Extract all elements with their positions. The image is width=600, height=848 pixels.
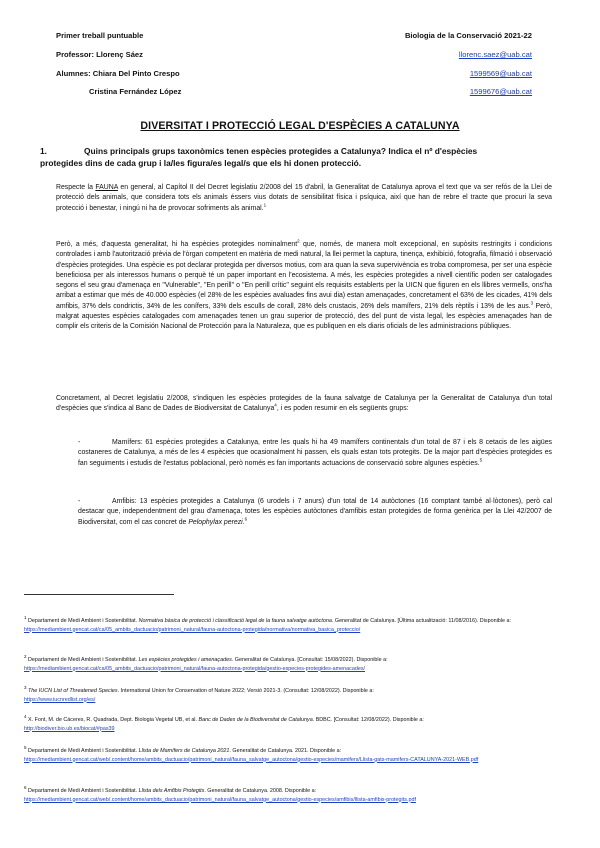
footnote-text: . Generalitat de Catalunya. 2008. Disponible a: (204, 788, 317, 794)
p1-text-a: Respecte la (56, 184, 96, 191)
question-number: 1. (40, 146, 47, 156)
footnote-text: Departament de Medi Ambient i Sostenibilitat. (26, 657, 139, 663)
p1-fauna-keyword: FAUNA (95, 184, 118, 191)
email-link-student-1[interactable]: 1599569@uab.cat (469, 69, 532, 78)
email-link-student-2[interactable]: 1599676@uab.cat (469, 87, 532, 96)
footnote-text: Departament de Medi Ambient i Sostenibilitat. (26, 618, 139, 624)
question-line-1: Quins principals grups taxonòmics tenen espècies protegides a Catalunya? Indica el nº d'espècies (84, 146, 478, 156)
header-course: Biologia de la Conservació 2021-22 (404, 31, 532, 40)
footnote-link[interactable]: https://mediambient.gencat.cat/web/.content/home/ambits_dactuacio/patrimoni_natural/fauna_salvatge_autoctona/gestio-especies/amfibis/llista-amfibis-protegits.pdf (24, 796, 416, 803)
list-item-mammals (78, 438, 552, 469)
footnote-3 (24, 687, 584, 704)
header-professor: Professor: Llorenç Sáez (56, 50, 143, 59)
footnote-text: . Generalitat de Catalunya. [Última actualització: 11/08/2016). Disponible a: (331, 618, 511, 624)
footnote-text: Departament de Medi Ambient i Sostenibilitat. (26, 748, 139, 754)
bullet-dash: - (78, 498, 81, 505)
footnote-divider (24, 594, 174, 595)
footnote-link[interactable]: https://www.iucnredlist.org/es/ (24, 696, 96, 703)
footnote-title: Llista dels Amfibis Protegits (138, 788, 205, 794)
footnote-number: 3 (24, 685, 27, 691)
p3-text-b: , i es poden resumir en els següents grups: (276, 405, 409, 413)
footnote-title: Les espècies protegides i amenaçades (138, 657, 232, 663)
footnote-title: Normativa bàsica de protecció i classificació legal de la fauna salvatge autòctona (138, 618, 332, 624)
footnote-6 (24, 787, 584, 804)
footnote-number: 6 (24, 785, 27, 791)
header-student-2: Cristina Fernández López (89, 87, 182, 96)
footnote-text: . BDBC. [Consultat: 12/08/2022). Disponible a: (312, 717, 424, 723)
p2-text-a: Però, a més, d'aquesta generalitat, hi ha espècies protegides nominalment (56, 241, 298, 248)
footnote-ref-5[interactable]: 5 (479, 457, 483, 463)
document-title: DIVERSITAT I PROTECCIÓ LEGAL D'ESPÈCIES A CATALUNYA (140, 120, 460, 132)
footnote-link[interactable]: http://biodiver.bio.ub.es/biocat/#pas39 (24, 725, 115, 732)
footnote-number: 2 (24, 654, 27, 660)
footnote-link[interactable]: https://mediambient.gencat.cat/ca/05_ambits_dactuacio/patrimoni_natural/fauna-autoctona-protegida/gestio-especies-protegides-amenacades/ (24, 665, 366, 672)
bullet-tail: . (242, 518, 245, 526)
paragraph-fauna (56, 183, 552, 214)
question-block (40, 145, 552, 169)
footnote-ref-4[interactable]: 4 (274, 403, 277, 408)
footnote-text: . International Union for Conservation of Nature 2022; Versió 2021-3. (Consultat: 12/08/2022). Disponible a: (117, 688, 374, 694)
footnote-ref-2[interactable]: 2 (297, 238, 300, 244)
footnote-text: X. Font, M. de Cáceres, R. Quadrada, Dept. Biologia Vegetal UB, et al. (26, 717, 199, 723)
list-item-amphibians (78, 497, 552, 528)
question-line-2: protegides dins de cada grup i la/les figura/es legal/s que els hi donen protecció. (40, 158, 362, 168)
bullet-text: Mamífers: 61 espècies protegides a Catalunya, entre les quals hi ha 49 mamífers continentals d'un total de 87 i els 8 cetacis de les aigües costaneres de Catalunya, a més de les 4 espècies que ocasionalment hi passen, els quals estan tots protegits. De la major part d'espècies protegides es fan seguiments i estudis de l'estatus poblacional, però només es fan importants actuacions de conservació sobre algunes espècies. (78, 439, 552, 467)
footnote-number: 5 (24, 745, 27, 751)
footnote-ref-6[interactable]: 6 (244, 516, 248, 522)
footnote-text: Departament de Medi Ambient i Sostenibilitat. (26, 788, 139, 794)
species-name: Pelophylax perezi (188, 518, 243, 526)
footnote-ref-3[interactable]: 3 (530, 300, 534, 306)
paragraph-decree (56, 394, 552, 415)
footnote-link[interactable]: https://mediambient.gencat.cat/web/.content/home/ambits_dactuacio/patrimoni_natural/fauna_salvatge_autoctona/gestio-especies/mamifers/Llista-gats-mamifers-CATALUNYA-2021-WEB.pdf (24, 756, 479, 763)
p2-text-c: Però, malgrat aquestes espècies catalogades com amenaçades tenen un grau superior de protecció, des del punt de vista legal, les espècies amenaçades han de complir els criteris de la Comisión Nacional de Protección para la Naturaleza, que es publiquen en els diaris oficials de les administracions públiques. (56, 302, 553, 331)
footnote-4 (24, 716, 584, 733)
footnote-1 (24, 617, 584, 634)
footnote-number: 1 (24, 615, 27, 621)
paragraph-protected-species (56, 240, 552, 333)
p1-text-b: en general, al Capítol II del Decret legislatiu 2/2008 del 15 d'abril, la Generalitat de Catalunya aprova el text que va ser refós de la Llei de protecció dels animals, que considera tots els animals éssers vius dotats de sensibilitat física i psíquica, així que han de rebre el tracte que procuri la seva protecció i benestar, i ningú ni ha de provocar sofriments als animal. (56, 184, 552, 212)
footnote-number: 4 (24, 714, 27, 720)
footnote-text: . Generalitat de Catalunya. [Consultat: 15/08/2022). Disponible a: (231, 657, 388, 663)
footnote-title: Llista de Mamífers de Catalunya 2021 (138, 748, 230, 754)
footnote-2 (24, 656, 584, 673)
footnote-ref-1[interactable]: 1 (263, 202, 267, 208)
bullet-text: Amfibis: 13 espècies protegides a Catalunya (6 urodels i 7 anurs) d'un total de 14 autòctones (16 comptant també al·lòctones), però cal destacar que, independentment del grau d'amenaça, totes les espècies autòctones d'amfibis estan protegides de forma genèrica per la Llei 42/2007 de Biodiversitat, com el cas concret de (78, 498, 552, 526)
footnote-text: . Generalitat de Catalunya. 2021. Disponible a: (229, 748, 342, 754)
p3-text-a: Concretament, al Decret legislatiu 2/2008, s'indiquen les espècies protegides de la fauna salvatge de Catalunya per la Generalitat de Catalunya d'un total d'espècies que s'indica al Banc de Dades de Biodiversitat de Catalunya (56, 395, 552, 413)
header-assignment: Primer treball puntuable (56, 31, 144, 40)
email-link-professor[interactable]: llorenc.saez@uab.cat (458, 50, 532, 59)
p2-text-b: que, només, de manera molt excepcional, en supòsits restringits i condicions controlades i amb l'autorització prèvia de l'òrgan competent en matèria de medi natural, la llei permet la captura, tinença, exhibició, fotografia, filmació i observació d'espècies protegides. Una espècie es pot declarar protegida per diversos motius, com ara quan la seva supervivència es troba compromesa, per ser una espècie beneficiosa per als interessos humans o perquè té un paper important en l'ecosistema. A més, les espècies protegides a nivell científic poden ser catalogades segons el seu grau d'amenaça en "Vulnerable", "En perill" o "En perill crític" seguint els requisits establerts per la UICN que figuren en els llibres vermells, ons'ha arribat a estimar que més de 40.000 espècies (el 28% de les espècies avaluades fins avui dia) estan amenaçades, concretament el 63% de les cicades, 41% dels amfibis, 37% dels condrictis, 34% de les conífers, 33% dels esculls de corall, 28% dels crustacis, 26% dels mamífers, 21% dels rèptils i 13% de les aus. (56, 241, 552, 310)
footnote-title: Banc de Dades de la Biodiversitat de Catalunya (198, 717, 313, 723)
footnote-title: The IUCN List of Threatened Species (28, 688, 118, 694)
header-students: Alumnes: Chiara Del Pinto Crespo (56, 69, 180, 78)
bullet-dash: - (78, 439, 81, 446)
footnote-5 (24, 747, 584, 764)
footnote-link[interactable]: https://mediambient.gencat.cat/ca/05_ambits_dactuacio/patrimoni_natural/fauna-autoctona-protegida/normativa/normativa_basica_proteccio/ (24, 626, 361, 633)
